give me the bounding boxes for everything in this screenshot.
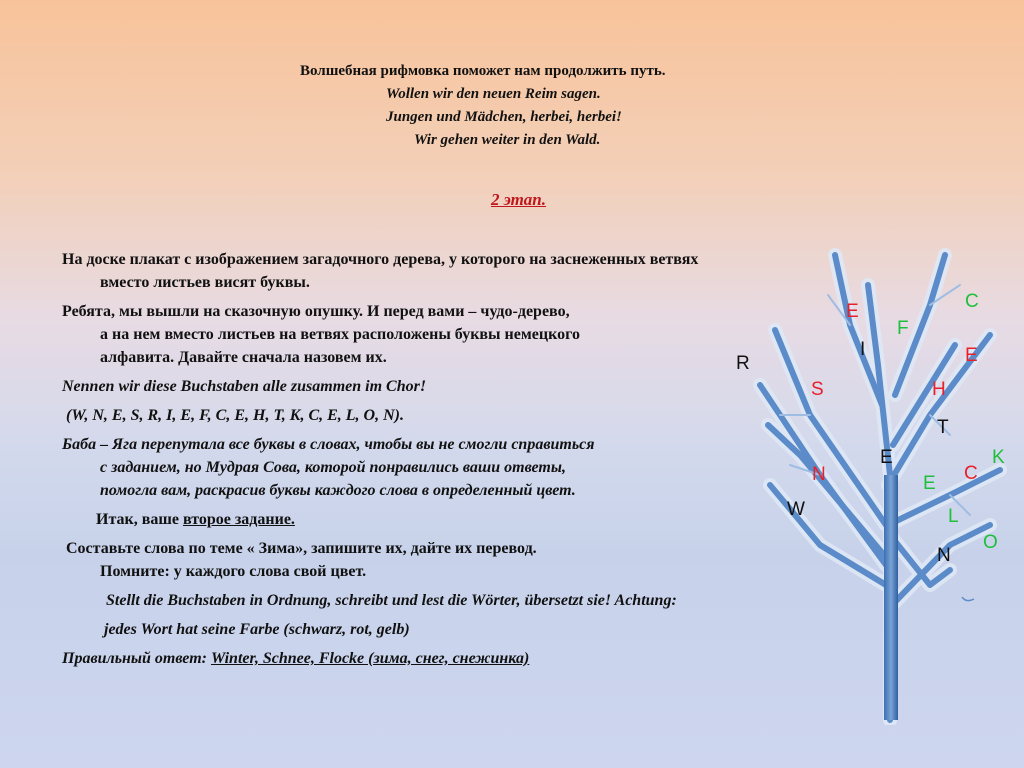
paragraph-baba-yaga-line-3: помогла вам, раскрасив буквы каждого слова в определенный цвет.	[100, 482, 576, 499]
tree-branches	[760, 255, 1000, 720]
intro-line-4: Wir gehen weiter in den Wald.	[414, 132, 601, 148]
paragraph-german-task: Stellt die Buchstaben in Ordnung, schreibt und lest die Wörter, übersetzt sie! Achtung:	[106, 592, 677, 609]
tree-letter: C	[964, 463, 978, 484]
intro-line-3: Jungen und Mädchen, herbei, herbei!	[386, 109, 622, 125]
tree-letter: K	[992, 447, 1005, 468]
paragraph-compose-line-1: Составьте слова по теме « Зима», запишите их, дайте их перевод.	[66, 540, 537, 557]
paragraph-letter-list: (W, N, E, S, R, I, E, F, C, E, H, T, K, C, E, L, O, N).	[66, 407, 404, 424]
paragraph-baba-yaga-line-2: с заданием, но Мудрая Сова, которой понравились ваши ответы,	[100, 459, 566, 476]
tree-letter: O	[983, 532, 998, 553]
tree-letter: N	[937, 545, 951, 566]
tree-letter: E	[965, 345, 978, 366]
paragraph-poster-line-1: На доске плакат с изображением загадочного дерева, у которого на заснеженных ветвях	[62, 251, 699, 268]
tree-letter: E	[846, 301, 859, 322]
tree-letter: E	[880, 447, 893, 468]
paragraph-clearing-line-3: алфавита. Давайте сначала назовем их.	[100, 349, 387, 366]
tree-letter: I	[860, 339, 866, 360]
intro-rhyme	[300, 60, 770, 152]
tree-small-mark	[962, 597, 974, 601]
paragraph-clearing-line-1: Ребята, мы вышли на сказочную опушку. И перед вами – чудо-дерево,	[62, 303, 570, 320]
paragraph-poster-line-2: вместо листьев висят буквы.	[100, 274, 310, 291]
answer-label: Правильный ответ:	[62, 650, 211, 667]
tree-letter: R	[736, 353, 750, 374]
paragraph-clearing-line-2: а на нем вместо листьев на ветвях расположены буквы немецкого	[100, 326, 580, 343]
answer-words: Winter, Schnee, Flocke (зима, снег, снежинка)	[210, 650, 530, 667]
tree-letter: H	[932, 379, 946, 400]
tree-letter: W	[787, 499, 805, 520]
tree-letter: T	[937, 417, 949, 438]
tree-letter: N	[812, 464, 826, 485]
tree-trunk	[884, 475, 898, 720]
tree-letter: S	[811, 379, 824, 400]
intro-line-1: Волшебная рифмовка поможет нам продолжить путь.	[300, 63, 666, 79]
tree-letter: C	[965, 291, 979, 312]
intro-line-2: Wollen wir den neuen Reim sagen.	[386, 86, 601, 102]
paragraph-compose-line-2: Помните: у каждого слова свой цвет.	[100, 563, 367, 580]
tree-letter: F	[897, 318, 909, 339]
paragraph-chorus: Nennen wir diese Buchstaben alle zusammen im Chor!	[62, 378, 427, 395]
tree-letter: E	[923, 473, 936, 494]
second-task-prefix: Итак, ваше	[96, 511, 183, 528]
second-task-link: второе задание.	[182, 511, 295, 528]
tree-letter: L	[948, 506, 959, 527]
paragraph-colors: jedes Wort hat seine Farbe (schwarz, rot, gelb)	[104, 621, 410, 638]
paragraph-baba-yaga-line-1: Баба – Яга перепутала все буквы в словах, чтобы вы не смогли справиться	[62, 436, 595, 453]
stage-title: 2 этап.	[491, 190, 547, 209]
